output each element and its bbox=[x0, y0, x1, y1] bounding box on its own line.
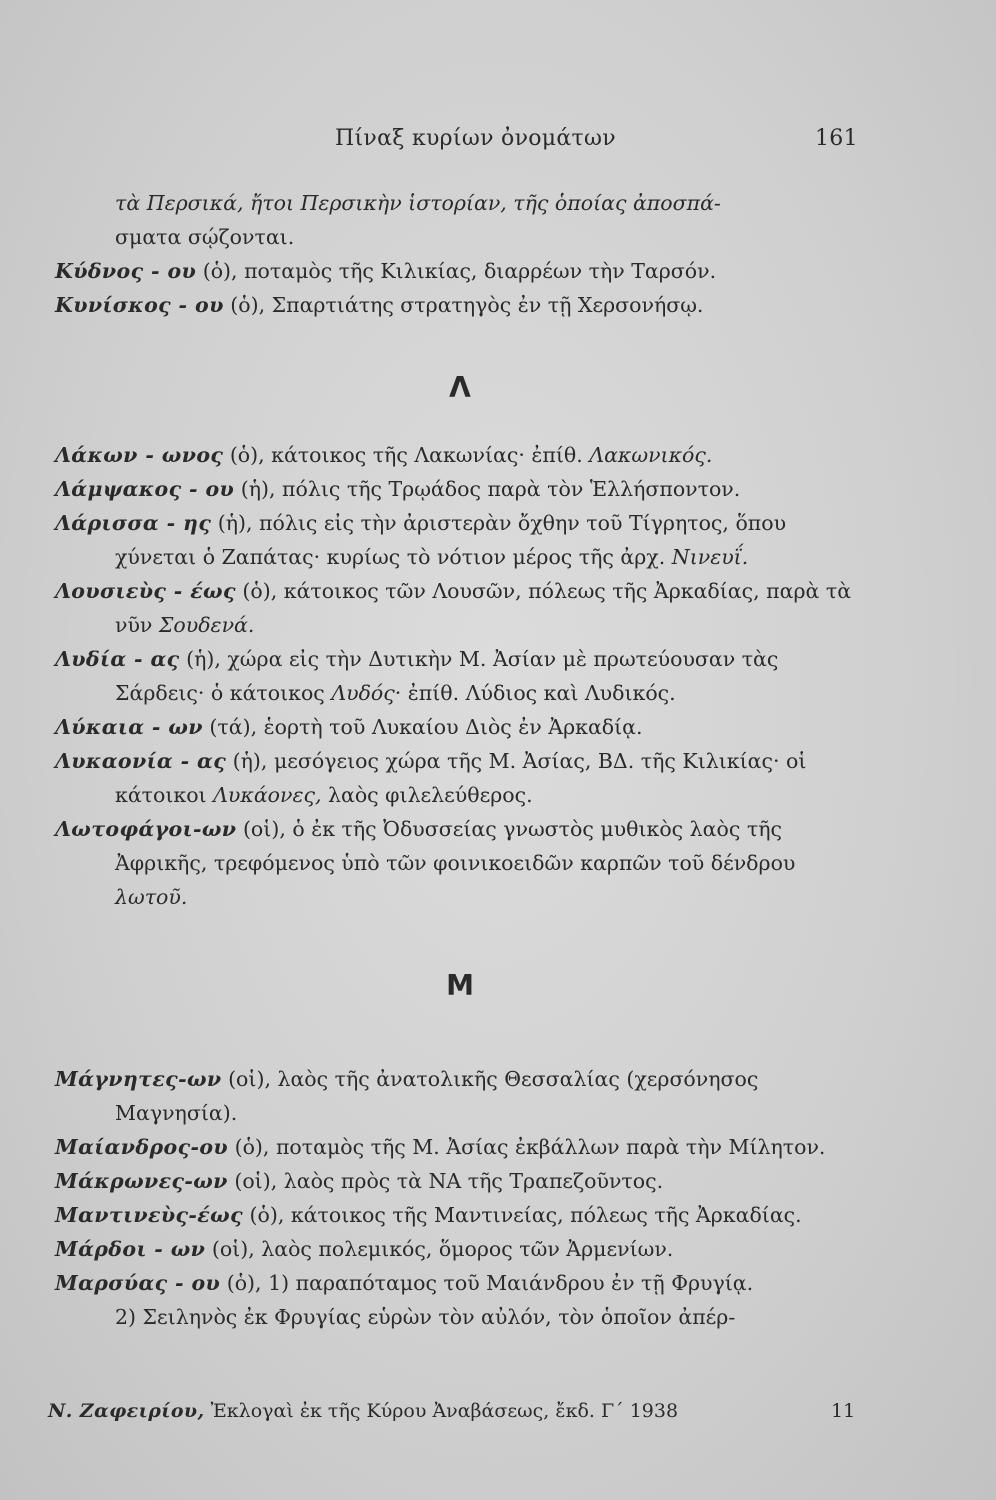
index-entry: Μαρσύας - ου (ὁ), 1) παραπόταμος τοῦ Μαιάνδρου ἐν τῇ Φρυγίᾳ. bbox=[55, 1271, 754, 1295]
entry-headword: Μαντινεὺς-έως bbox=[55, 1203, 243, 1227]
entry-headword: Μάκρωνες-ων bbox=[55, 1169, 228, 1193]
entry-headword: Λάμψακος - ου bbox=[55, 477, 235, 501]
index-entry bbox=[55, 254, 865, 288]
section-mu bbox=[55, 1062, 865, 1334]
index-entry: Λωτοφάγοι-ων (οἱ), ὁ ἐκ τῆς Ὀδυσσείας γνωστὸς μυθικὸς λαὸς τῆς Ἀφρικῆς, τρεφόμενος ὑπὸ τῶν φοινικοειδῶν καρπῶν τοῦ δένδρου λωτοῦ. bbox=[55, 817, 796, 909]
entry-headword: Μάρδοι - ων bbox=[55, 1237, 206, 1261]
index-entry: Μάγνητες-ων (οἱ), λαὸς τῆς ἀνατολικῆς Θεσσαλίας (χερσόνησος Μαγνησία). bbox=[55, 1067, 759, 1125]
entry-headword: Λυδία - ας bbox=[55, 647, 180, 671]
index-entry: Λυκαονία - ας (ἡ), μεσόγειος χώρα τῆς Μ. Ἀσίας, ΒΔ. τῆς Κιλικίας· οἱ κάτοικοι Λυκάονες, λαὸς φιλελεύθερος. bbox=[55, 749, 807, 807]
index-entry: Λύκαια - ων (τά), ἑορτὴ τοῦ Λυκαίου Διὸς ἐν Ἀρκαδίᾳ. bbox=[55, 715, 643, 739]
entry-headword: Μάγνητες-ων bbox=[55, 1067, 222, 1091]
running-header bbox=[0, 126, 996, 166]
footer-sheet-number: 11 bbox=[831, 1400, 856, 1422]
entry-text: (ὁ), ποταμὸς τῆς Κιλικίας, διαρρέων τὴν Ταρσόν. bbox=[202, 259, 717, 283]
entry-headword: Μαρσύας - ου bbox=[55, 1271, 221, 1295]
entry-headword: Λάρισσα - ης bbox=[55, 511, 212, 535]
entry-headword: Κύδνος - ου bbox=[55, 259, 197, 283]
index-entry: Μάκρωνες-ων (οἱ), λαὸς πρὸς τὰ ΝΑ τῆς Τραπεζοῦντος. bbox=[55, 1169, 664, 1193]
footer-author: Ν. Ζαφειρίου, bbox=[48, 1400, 205, 1422]
entry-continuation: 2) Σειληνὸς ἐκ Φρυγίας εὑρὼν τὸν αὐλόν, τὸν ὁποῖον ἀπέρ- bbox=[115, 1305, 736, 1329]
continuation-line-2: σματα σῴζονται. bbox=[115, 225, 295, 249]
section-kappa bbox=[55, 254, 865, 322]
entry-text: (ὁ), Σπαρτιάτης στρατηγὸς ἐν τῇ Χερσονήσῳ. bbox=[230, 293, 704, 317]
entry-headword: Μαίανδρος-ου bbox=[55, 1135, 229, 1159]
section-letter-lambda: Λ bbox=[449, 371, 471, 404]
index-entry: Λουσιεὺς - έως (ὁ), κάτοικος τῶν Λουσῶν, πόλεως τῆς Ἀρκαδίας, παρὰ τὰ νῦν Σουδενά. bbox=[55, 579, 852, 637]
entry-headword: Λάκων - ωνος bbox=[55, 443, 224, 467]
entry-headword: Λύκαια - ων bbox=[55, 715, 203, 739]
index-entry: Λυδία - ας (ἡ), χώρα εἰς τὴν Δυτικὴν Μ. Ἀσίαν μὲ πρωτεύουσαν τὰς Σάρδεις· ὁ κάτοικος Λυδός· ἐπίθ. Λύδιος καὶ Λυδικός. bbox=[55, 647, 779, 705]
index-entry bbox=[55, 288, 865, 322]
entry-headword: Κυνίσκος - ου bbox=[55, 293, 224, 317]
entry-headword: Λωτοφάγοι-ων bbox=[55, 817, 237, 841]
footer-title: Ἐκλογαὶ ἐκ τῆς Κύρου Ἀναβάσεως, ἔκδ. Γ΄ 1938 bbox=[210, 1400, 679, 1422]
entry-headword: Λουσιεὺς - έως bbox=[55, 579, 236, 603]
entry-headword: Λυκαονία - ας bbox=[55, 749, 227, 773]
index-entry: Μαντινεὺς-έως (ὁ), κάτοικος τῆς Μαντινείας, πόλεως τῆς Ἀρκαδίας. bbox=[55, 1203, 802, 1227]
index-entry: Μαίανδρος-ου (ὁ), ποταμὸς τῆς Μ. Ἀσίας ἐκβάλλων παρὰ τὴν Μίλητον. bbox=[55, 1135, 826, 1159]
index-entry: Μάρδοι - ων (οἱ), λαὸς πολεμικός, ὅμορος τῶν Ἀρμενίων. bbox=[55, 1237, 674, 1261]
section-letter-mu: Μ bbox=[446, 969, 474, 1002]
running-title: Πίναξ κυρίων ὀνομάτων bbox=[335, 126, 616, 151]
page-number: 161 bbox=[815, 126, 858, 151]
index-entry: Λάρισσα - ης (ἡ), πόλις εἰς τὴν ἀριστερὰν ὄχθην τοῦ Τίγρητος, ὅπου χύνεται ὁ Ζαπάτας· κυρίως τὸ νότιον μέρος τῆς ἀρχ. Νινευΐ. bbox=[55, 511, 787, 569]
continuation-line-1: τὰ Περσικά, ἤτοι Περσικὴν ἱστορίαν, τῆς ὁποίας ἀποσπά- bbox=[115, 191, 721, 215]
index-content bbox=[55, 186, 865, 1334]
index-entry: Λάμψακος - ου (ἡ), πόλις τῆς Τρῳάδος παρὰ τὸν Ἑλλήσποντον. bbox=[55, 477, 741, 501]
section-lambda bbox=[55, 438, 865, 914]
index-entry: Λάκων - ωνος (ὁ), κάτοικος τῆς Λακωνίας· ἐπίθ. Λακωνικός. bbox=[55, 443, 713, 467]
